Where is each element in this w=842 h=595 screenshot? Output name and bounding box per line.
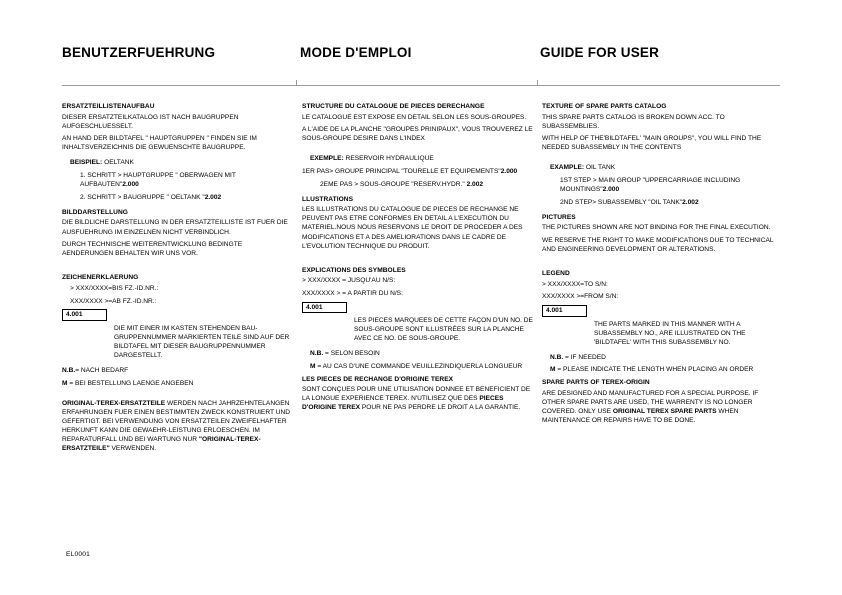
fr-section1-title: STRUCTURE DU CATALOGUE DE PIECES DERECHANGE: [302, 103, 485, 110]
header-title-english: GUIDE FOR USER: [540, 45, 660, 60]
fr-section2-p1: LES ILLUSTRATIONS DU CATALOGUE DE PIECES DE RECHANGE NE PEUVENT PAS ETRE CONFORMES EN DETAIL A L'EXECUTION DU MATERIEL.NOUS NOUS RESERVONS LE DROIT DE PROCEDER A DES MODIFICATIONS ET A DES AMELIORATIONS DANS LE CADRE DE L'EVOLUTION TECHNIQUE DU PRODUIT.: [302, 206, 523, 250]
en-nb-label: N.B.: [550, 353, 564, 361]
de-nb-line: [62, 366, 294, 375]
de-step1-text: 1. SCHRITT > HAUPTGRUPPE " OBERWAGEN MIT AUFBAUTEN": [80, 172, 236, 189]
footer-document-code: EL0001: [66, 551, 90, 558]
column-german: [62, 102, 294, 459]
de-symbol-2: XXX/XXXX >=AB FZ.-ID.NR.:: [70, 297, 157, 305]
fr-final-text-1: SONT CONÇUES POUR UNE UTILISATION DONNEE ET BENEFICIENT DE LA LONGUE EXPERIENCE TEREX. N'UTILISEZ QUE DES: [302, 386, 531, 403]
en-box-explanation: THE PARTS MARKED IN THIS MANNER WITH A SUBASSEMBLY NO., ARE ILLUSTRATED ON THE 'BILDTAFEL' WITH THIS SUBASSEMBLY NO.: [594, 320, 746, 346]
en-boxed-number: 4.001: [542, 305, 587, 317]
de-step-1: [80, 171, 294, 189]
en-symbol-1: > XXX/XXXX=TO S/N:: [542, 280, 608, 288]
de-m-text: = BEI BESTELLUNG LAENGE ANGEBEN: [69, 379, 194, 387]
fr-boxed-number-wrap: [302, 302, 534, 314]
fr-boxed-number: 4.001: [302, 302, 347, 314]
de-spacer-1: [62, 264, 294, 273]
fr-example-value: RESERVOIR HYDRAULIQUE: [345, 155, 434, 163]
fr-symbol-2: XXX/XXXX > = A PARTIR DU N/S:: [302, 289, 403, 297]
de-final-text-1: WERDEN NACH JAHRZEHNTELANGEN ERFAHRUNGEN FUER EINEN BESTIMMTEN ZWECK KONSTRUIERT UND GEFERTIGT. BEI VERWENDUNG VON ERSATZTEILEN ZWEIFELHAFTER HERKUNFT KANN DIE GEWAEHR-LEISTUNG ERLOESCHEN. IM REPARATURFALL UND BEI WARTUNG NUR: [62, 399, 290, 444]
en-step1-number: 2.000: [602, 186, 620, 194]
en-final-paragraph: [542, 389, 782, 425]
de-section1-p1: DIESER ERSATZTEILKATALOG IST NACH BAUGRUPPEN AUFGESCHLUESSELT.: [62, 113, 239, 130]
fr-final-paragraph: [302, 385, 534, 412]
en-m-line: [550, 365, 782, 374]
en-nb-text: = IF NEEDED: [565, 353, 606, 361]
column-tick-1: [296, 80, 297, 86]
en-step-2: [560, 198, 782, 207]
en-section3-title: LEGEND: [542, 270, 570, 278]
fr-spacer-1: [302, 257, 534, 266]
header-title-french: MODE D'EMPLOI: [300, 45, 412, 60]
content-columns: [62, 102, 782, 459]
en-section1-p1: THIS SPARE PARTS CATALOG IS BROKEN DOWN ACC. TO SUBASSEMBLIES.: [542, 113, 725, 130]
en-m-label: M: [550, 366, 556, 374]
de-section3-title: ZEICHENERKLAERUNG: [62, 274, 139, 282]
de-step2-number: 2.002: [204, 193, 222, 201]
de-example-value: OELTANK: [104, 159, 134, 167]
de-m-label: M: [62, 379, 68, 387]
header-title-german: BENUTZERFUEHRUNG: [62, 45, 216, 60]
fr-step1-number: 2.000: [500, 167, 518, 175]
fr-step2-number: 2.002: [466, 180, 484, 188]
de-final-bold-2: "ORIGINAL-TEREX-ERSATZTEILE": [62, 436, 261, 453]
fr-section3-title: EXPLICATIONS DES SYMBOLES: [302, 266, 406, 274]
de-section2-p1: DIE BILDLICHE DARSTELLUNG IN DER ERSATZTEILLISTE IST FUER DIE AUSFUEHRUNG IM EINZELNEN NICHT VERBINDLICH.: [62, 219, 288, 236]
fr-example-label: EXEMPLE:: [310, 155, 344, 163]
fr-step1-text: 1ER PAS> GROUPE PRINCIPAL "TOURELLE ET EQUIPEMENTS": [302, 167, 501, 175]
de-nb-text: = NACH BEDARF: [75, 367, 129, 375]
en-section2-p1: THE PICTURES SHOWN ARE NOT BINDING FOR THE FINAL EXECUTION.: [542, 224, 771, 232]
column-english: [542, 102, 782, 459]
de-m-line: [62, 379, 294, 388]
en-spacer-1: [542, 260, 782, 269]
fr-nb-line: [310, 349, 534, 358]
fr-final-title: LES PIECES DE RECHANGE D'ORIGINE TEREX: [302, 375, 454, 383]
en-section1-title: TEXTURE OF SPARE PARTS CATALOG: [542, 103, 667, 110]
en-step2-text: 2ND STEP> SUBASSEMBLY "OIL TANK": [560, 198, 683, 206]
en-final-bold-2: ORIGINAL TEREX SPARE PARTS: [612, 407, 717, 415]
de-nb-label: N.B.: [62, 367, 76, 375]
fr-final-text-2: POUR NE PAS PERDRE LE DROIT A LA GARANTIE.: [360, 404, 521, 412]
fr-section1-p1: LE CATALOGUE EST EXPOSE EN DETAIL SELON LES SOUS-GROUPES.: [302, 113, 527, 121]
en-example-value: OIL TANK: [585, 164, 616, 172]
fr-nb-label: N.B.: [310, 350, 324, 358]
en-step-1: [560, 176, 782, 194]
fr-section2-title: LLUSTRATIONS: [302, 195, 354, 203]
fr-example: [310, 154, 534, 163]
de-section2-title: BILDDARSTELLUNG: [62, 208, 128, 216]
de-example-label: BEISPIEL:: [70, 159, 103, 167]
fr-box-explanation: LES PIECES MARQUEES DE CETTE FAÇON D'UN NO. DE SOUS-GROUPE SONT ILLUSTRÉES SUR LA PLANCHE AVEC CE NO. DE SOUS-GROUPE.: [354, 317, 533, 343]
de-symbol-1: > XXX/XXXX=BIS FZ.-ID.NR.:: [70, 284, 159, 292]
en-final-text-2: WHEN MAINTENANCE OR REPAIRS HAVE TO BE DONE.: [542, 407, 739, 424]
de-final-bold-lead: ORIGINAL-TEREX-ERSATZTEILE: [62, 399, 166, 407]
en-section1-p2: WITH HELP OF THE'BILDTAFEL' "MAIN GROUPS", YOU WILL FIND THE NEEDED SUBASSEMBLY IN THE CONTENTS: [542, 135, 762, 152]
de-final-text-2: VERWENDEN.: [109, 445, 157, 453]
en-step1-text: 1ST STEP > MAIN GROUP "UPPERCARRIAGE INCLUDING MOUNTINGS": [560, 177, 741, 194]
de-step2-text: 2. SCHRITT > BAUGRUPPE " OELTANK ": [80, 193, 205, 201]
en-boxed-number-wrap: [542, 305, 782, 317]
fr-m-line: [310, 362, 534, 371]
fr-nb-text: = SELON BESOIN: [325, 350, 380, 358]
column-tick-2: [537, 80, 538, 86]
fr-symbol-1: > XXX/XXXX = JUSQU'AU N/S:: [302, 277, 396, 285]
fr-final-bold-2: PIECES D'ORIGINE TEREX: [302, 395, 504, 412]
de-section1-p2: AN HAND DER BILDTAFEL " HAUPTGRUPPEN " FINDEN SIE IM INHALTSVERZEICHNIS DIE GEWUENSCHTE BAUGRUPPE.: [62, 135, 257, 152]
de-example: [70, 158, 294, 167]
fr-step-1: [302, 167, 534, 176]
en-example-label: EXAMPLE:: [550, 164, 585, 172]
de-section1-title: ERSATZTEILLISTENAUFBAU: [62, 103, 155, 110]
page-header: [62, 45, 780, 60]
en-section2-p2: WE RESERVE THE RIGHT TO MAKE MODIFICATIONS DUE TO TECHNICAL AND ENGINEERING DEVELOPMENT OR ALTERATIONS.: [542, 237, 774, 254]
en-final-text-1: ARE DESIGNED AND MANUFACTURED FOR A SPECIAL PURPOSE. IF OTHER SPARE PARTS ARE USED, THE WARRENTY IS NO LONGER COVERED. ONLY USE: [542, 389, 759, 415]
en-example: [550, 163, 782, 172]
en-final-title: SPARE PARTS OF TEREX-ORIGIN: [542, 379, 650, 387]
de-box-explanation: DIE MIT EINER IM KASTEN STEHENDEN BAU-GRUPPENNUMMER MARKIERTEN TEILE SIND AUF DER BILDTAFEL MIT DIESER BAUGRUPPENNUMMER DARGESTELLT.: [114, 324, 290, 359]
en-symbol-2: XXX/XXXX >=FROM S/N:: [542, 293, 619, 301]
en-step2-number: 2.002: [682, 198, 699, 206]
en-m-text: = PLEASE INDICATE THE LENGTH WHEN PLACING AN ORDER: [557, 366, 754, 374]
fr-m-text: = AU CAS D'UNE COMMANDE VEUILLEZINDIQUERLA LONGUEUR: [317, 362, 523, 370]
en-section2-title: PICTURES: [542, 213, 576, 221]
de-boxed-number-wrap: [62, 309, 294, 321]
column-french: [302, 102, 534, 459]
en-nb-line: [550, 353, 782, 362]
de-step-2: [80, 193, 294, 202]
de-boxed-number: 4.001: [62, 309, 107, 321]
header-divider-rule: [62, 85, 780, 86]
de-section2-p2: DURCH TECHNISCHE WEITERENTWICKLUNG BEDINGTE AENDERUNGEN BEHALTEN WIR UNS VOR.: [62, 241, 243, 258]
fr-step-2: [320, 180, 534, 189]
fr-m-label: M: [310, 362, 316, 370]
de-step1-number: 2.000: [122, 181, 139, 189]
fr-section1-p2: A L'AIDE DE LA PLANCHE "GROUPES PRINIPAUX", VOUS TROUVEREZ LE SOUS-GROUPE DESIRE DANS L'INDEX: [302, 126, 533, 143]
de-final-paragraph: [62, 399, 294, 454]
fr-step2-text: 2EME PAS > SOUS-GROUPE "RESERV.HYDR.": [320, 180, 467, 188]
